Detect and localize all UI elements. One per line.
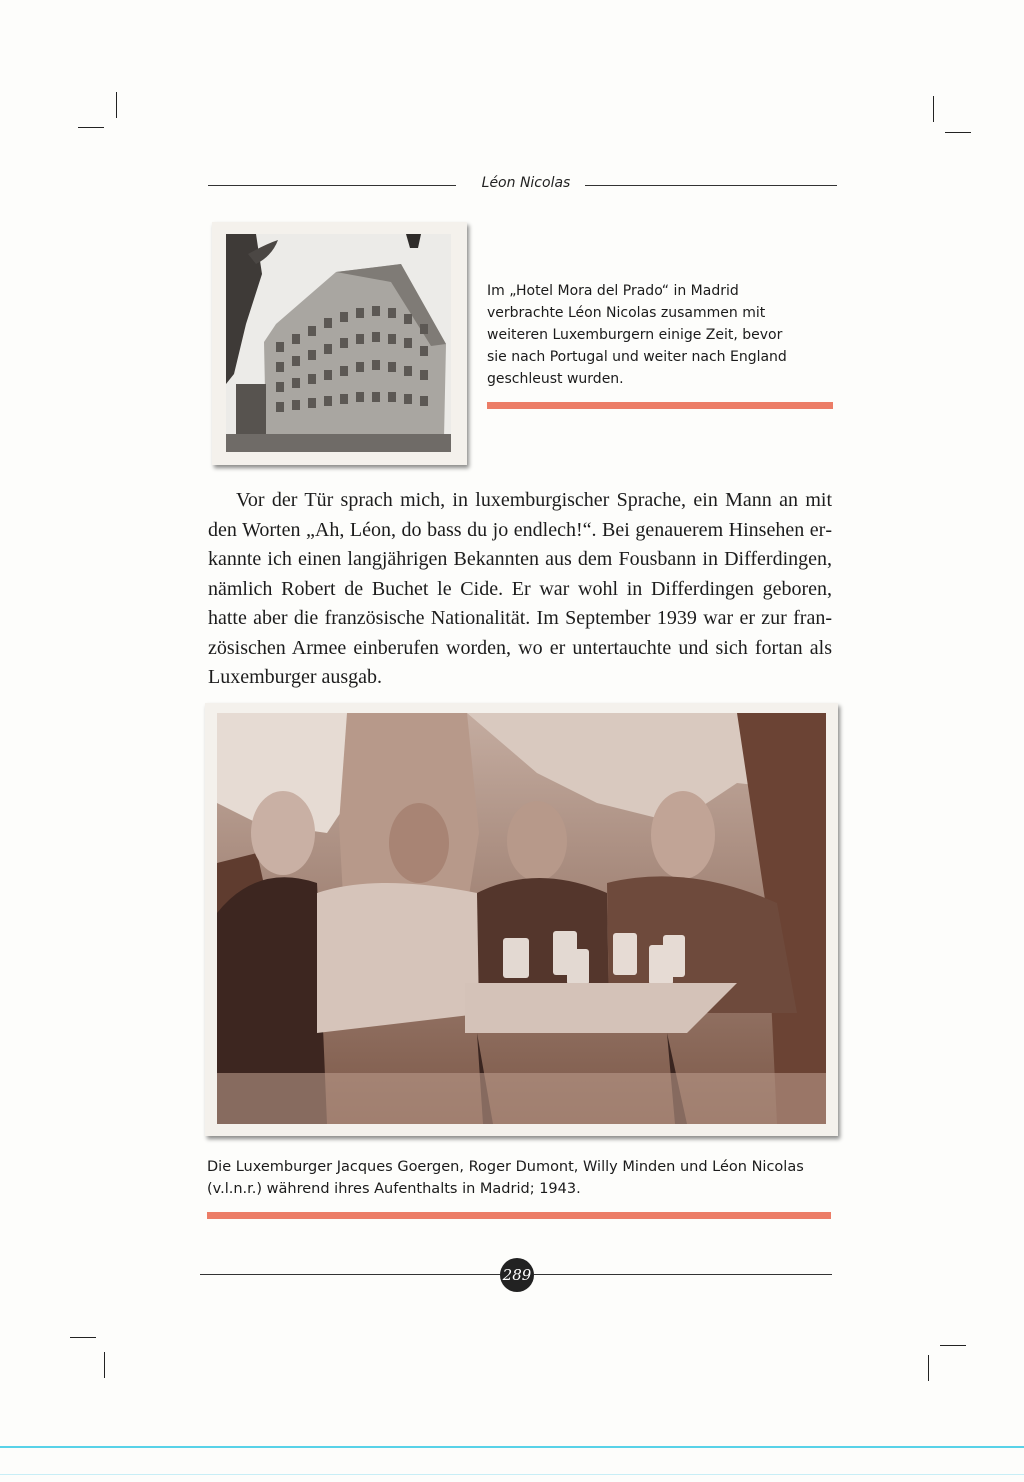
footer-rule-left — [200, 1274, 500, 1275]
hotel-photo-frame — [212, 222, 467, 465]
crop-mark — [940, 1345, 966, 1346]
scan-edge-rule — [0, 1446, 1024, 1448]
header-rule-right — [585, 185, 837, 186]
header-rule-left — [208, 185, 456, 186]
group-photo-frame — [205, 703, 838, 1136]
crop-mark — [933, 96, 934, 122]
hotel-photo — [226, 234, 451, 452]
body-paragraph: Vor der Tür sprach mich, in luxemburgischer Sprache, ein Mann an mit den Worten „Ah, Léon, do bass du jo endlech!“. Bei genauerem Hinsehen erkannte ich einen langjährigen Bekannten aus dem Fousbann in Differdingen, nämlich Robert de Buchet le Cide. Er war wohl in Differdingen geboren, hatte aber die französische Nationalität. Im September 1939 war er zur französischen Armee einberufen worden, wo er untertauchte und sich fortan als Luxemburger ausgab. — [208, 489, 832, 688]
crop-mark — [70, 1337, 96, 1338]
crop-mark — [928, 1355, 929, 1381]
caption-accent-bar — [487, 402, 833, 409]
group-photo-caption: Die Luxemburger Jacques Goergen, Roger Dumont, Willy Minden und Léon Nicolas (v.l.n.r.) während ihres Aufenthalts in Madrid; 1943. — [207, 1159, 804, 1197]
hotel-building-illustration — [226, 234, 451, 452]
running-header-title: Léon Nicolas — [481, 175, 571, 191]
caption-accent-bar — [207, 1212, 831, 1219]
group-photo — [217, 713, 826, 1124]
crop-mark — [104, 1352, 105, 1378]
scan-edge-rule — [0, 1474, 1024, 1475]
footer-rule-right — [534, 1274, 832, 1275]
page-number: 289 — [500, 1258, 534, 1292]
crop-mark — [78, 127, 104, 128]
hotel-photo-caption: Im „Hotel Mora del Prado“ in Madrid verbrachte Léon Nicolas zusammen mit weiteren Luxemburgern einige Zeit, bevor sie nach Portugal und weiter nach England geschleust wurden. — [487, 283, 787, 387]
group-photo-illustration — [217, 713, 826, 1124]
crop-mark — [945, 132, 971, 133]
crop-mark — [116, 92, 117, 118]
